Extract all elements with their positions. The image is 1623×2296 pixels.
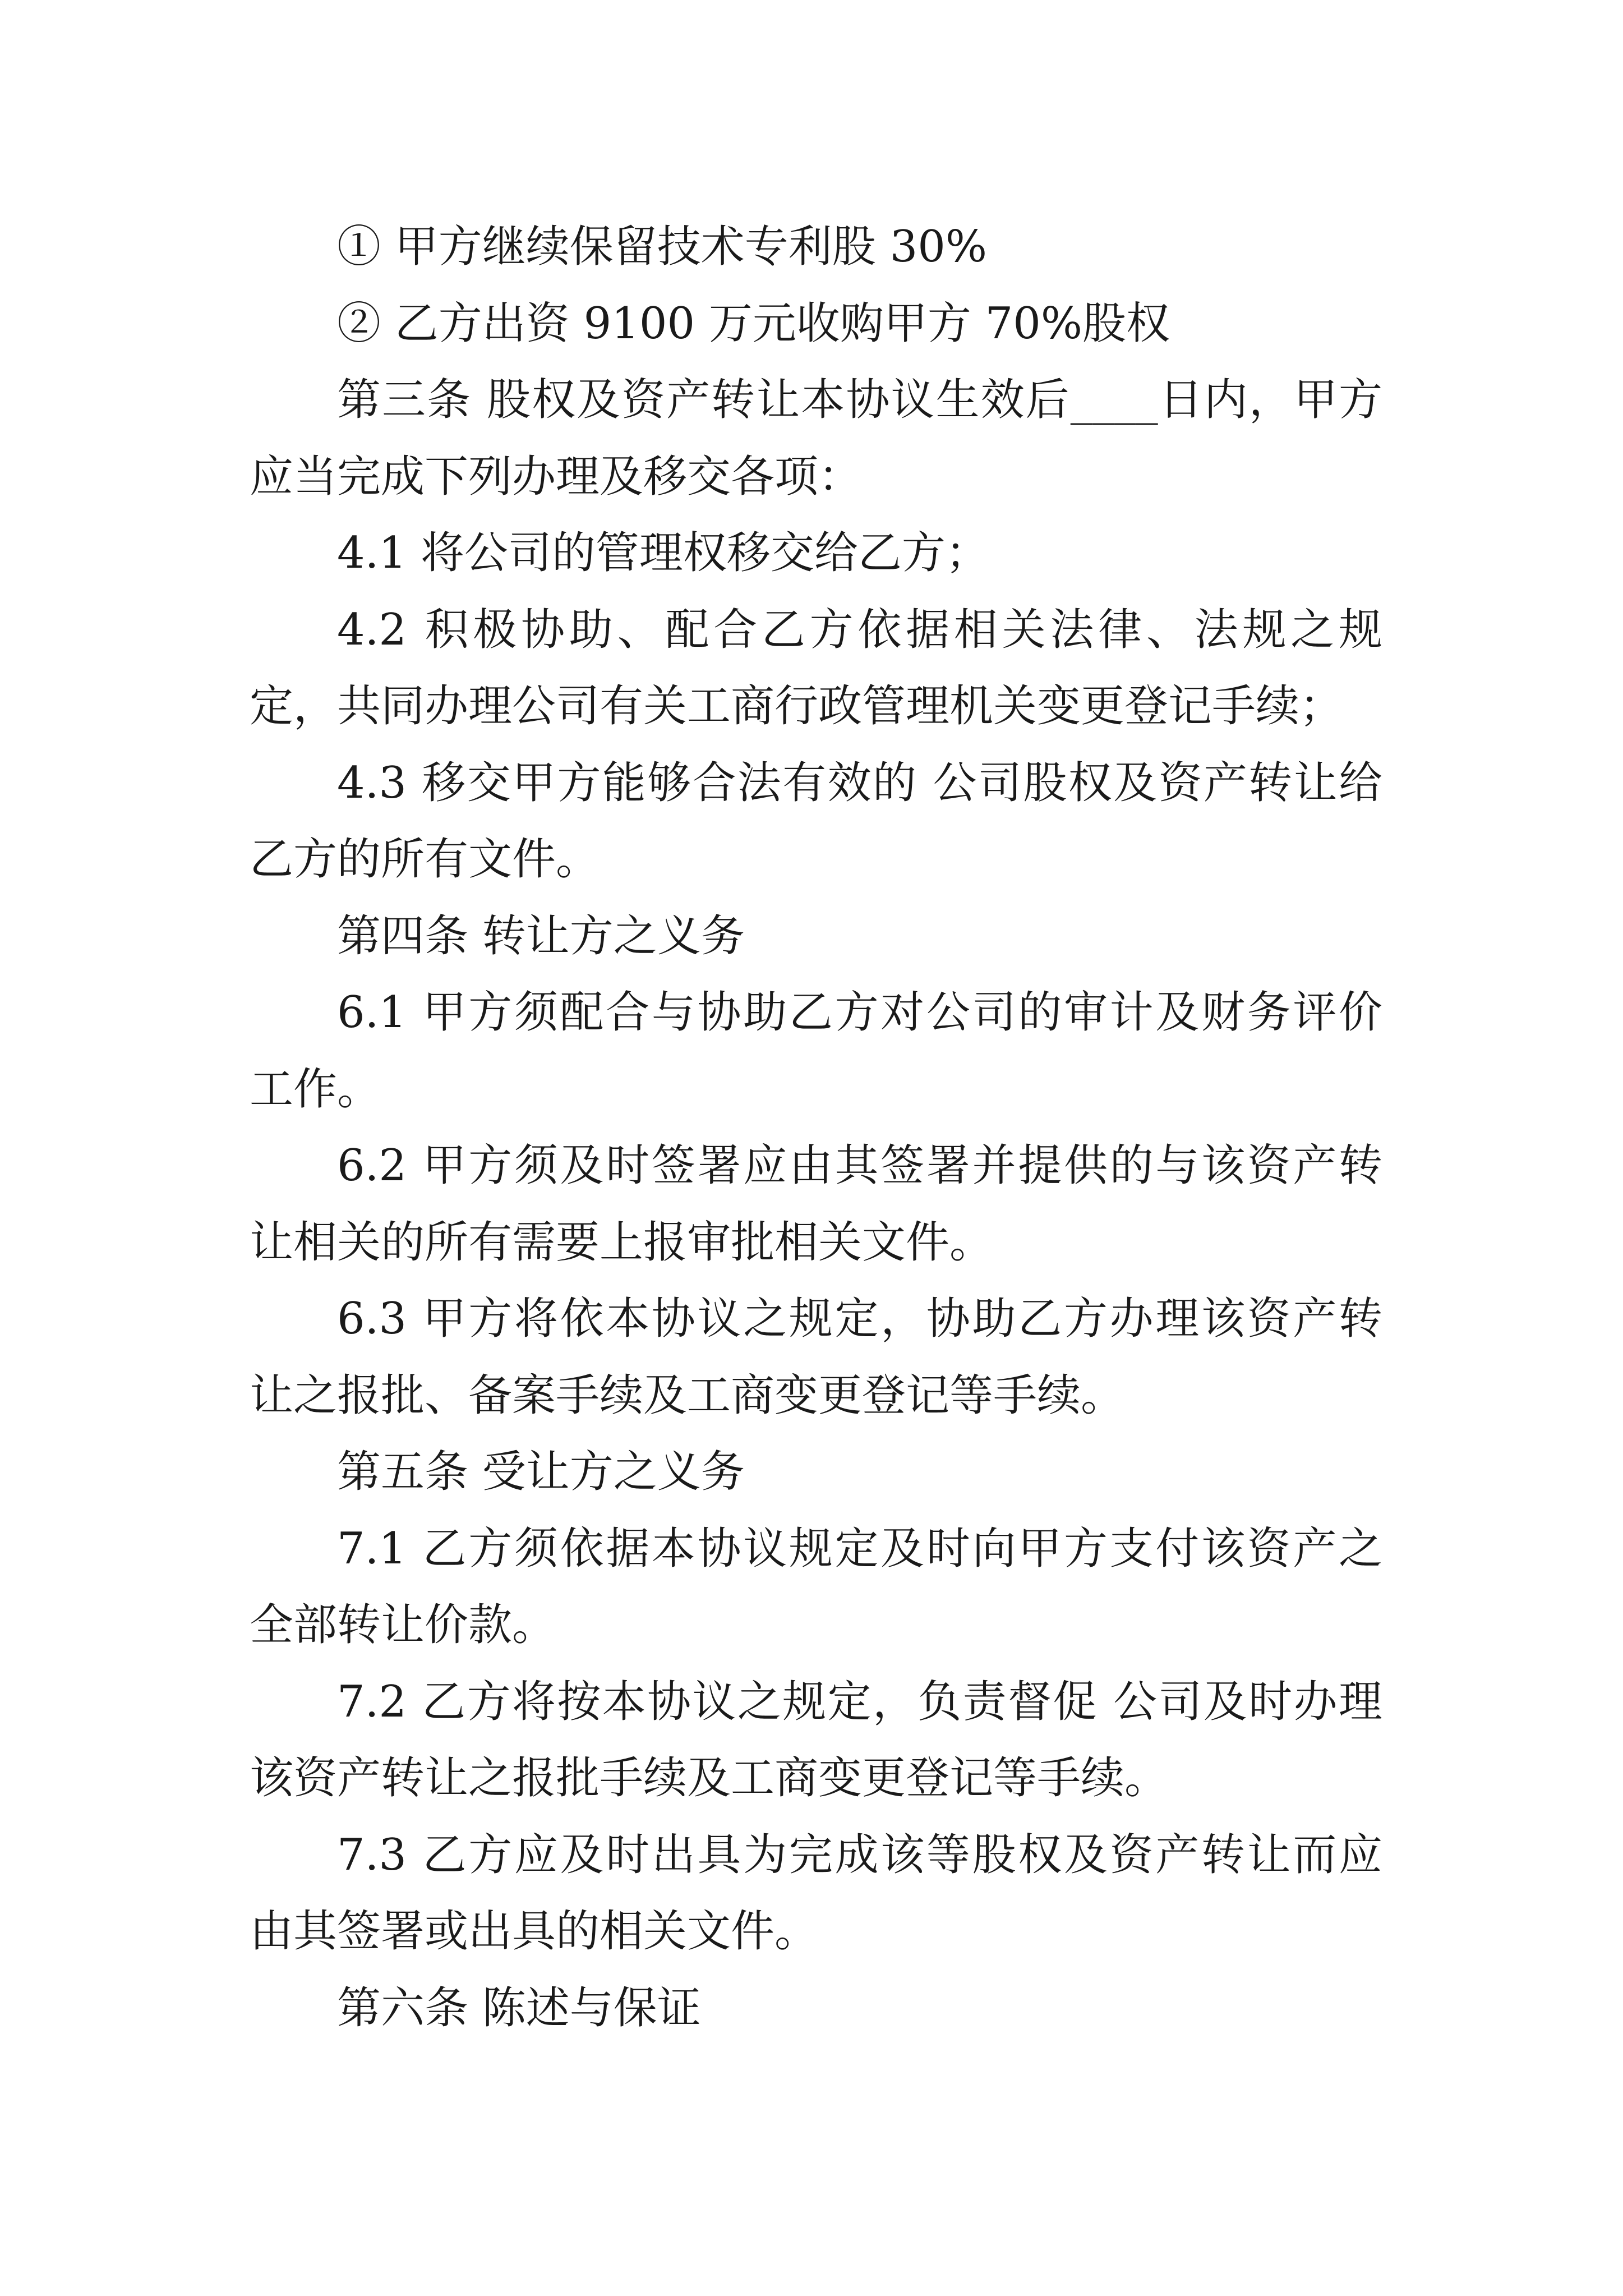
clause-item-2: ② 乙方出资 9100 万元收购甲方 70%股权	[337, 298, 1170, 349]
clause-6-2: 6.2 甲方须及时签署应由其签署并提供的与该资产转让相关的所有需要上报审批相关文件。	[250, 1140, 1382, 1268]
clause-7-1: 7.1 乙方须依据本协议规定及时向甲方支付该资产之全部转让价款。	[250, 1523, 1382, 1650]
article-3-heading: 第三条 股权及资产转让本协议生效后____日内，甲方应当完成下列办理及移交各项：	[250, 375, 1382, 502]
article-6-heading: 第六条 陈述与保证	[337, 1982, 701, 2033]
clause-item-1: ① 甲方继续保留技术专利股 30%	[337, 222, 987, 272]
clause-4-3: 4.3 移交甲方能够合法有效的 公司股权及资产转让给乙方的所有文件。	[250, 757, 1382, 885]
clause-7-2: 7.2 乙方将按本协议之规定，负责督促 公司及时办理该资产转让之报批手续及工商变更登记等手续。	[250, 1676, 1382, 1803]
clause-6-3: 6.3 甲方将依本协议之规定，协助乙方办理该资产转让之报批、备案手续及工商变更登记等手续。	[250, 1294, 1382, 1421]
article-4-heading: 第四条 转让方之义务	[337, 910, 745, 961]
document-body	[250, 209, 1382, 2046]
clause-6-1: 6.1 甲方须配合与协助乙方对公司的审计及财务评价工作。	[250, 987, 1382, 1115]
clause-7-3: 7.3 乙方应及时出具为完成该等股权及资产转让而应由其签署或出具的相关文件。	[250, 1829, 1382, 1957]
clause-4-1: 4.1 将公司的管理权移交给乙方；	[337, 528, 989, 578]
clause-4-2: 4.2 积极协助、配合乙方依据相关法律、法规之规定，共同办理公司有关工商行政管理机关变更登记手续；	[250, 604, 1382, 731]
article-5-heading: 第五条 受让方之义务	[337, 1447, 745, 1497]
